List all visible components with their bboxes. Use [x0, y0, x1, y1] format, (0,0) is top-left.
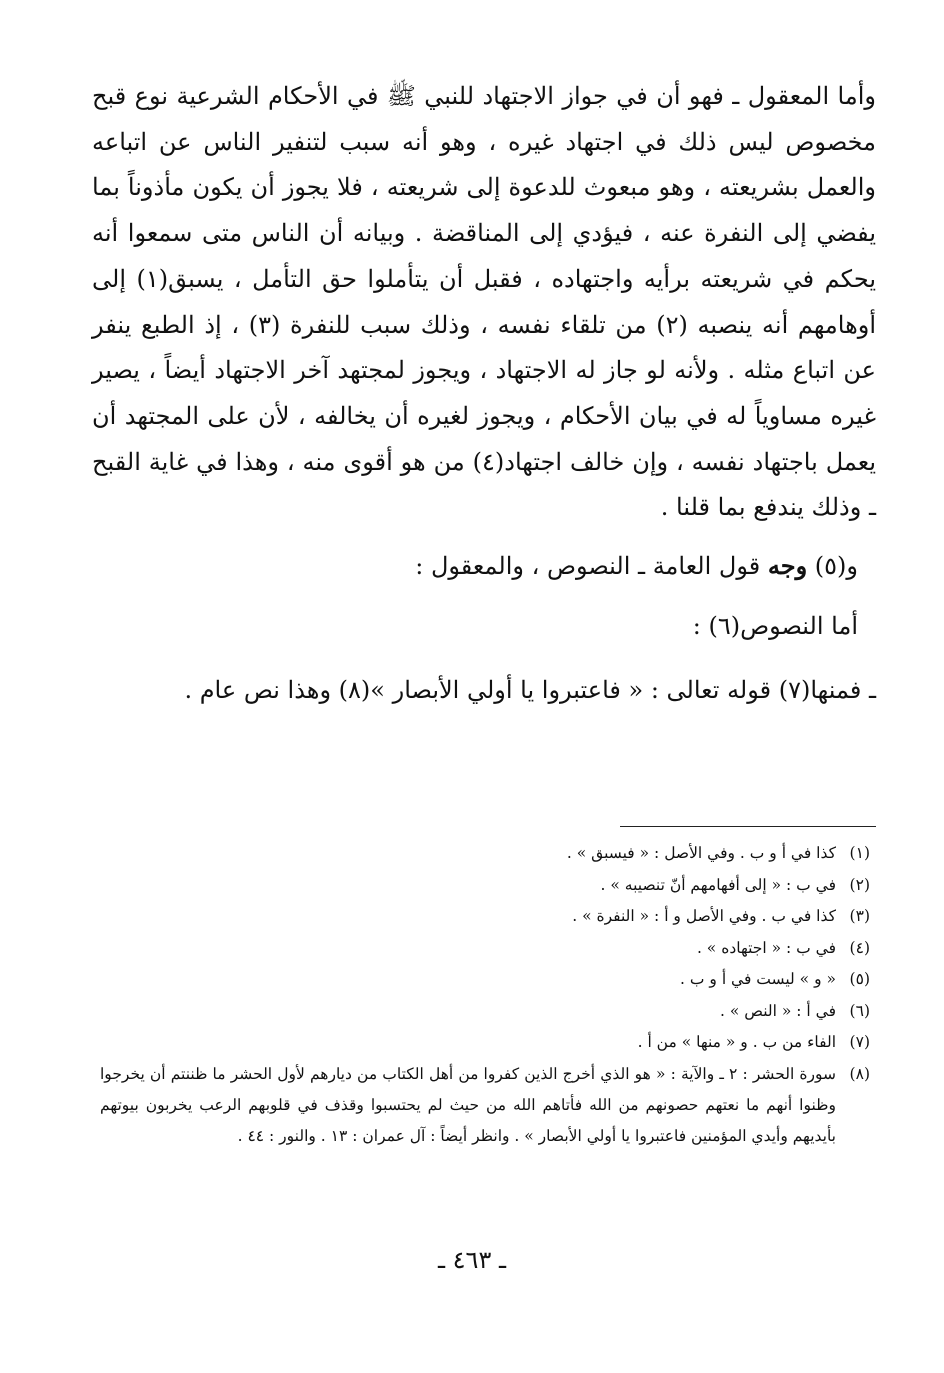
footnote-number: (٥) [849, 970, 870, 988]
footnote-text: في أ : « النص » . [719, 1001, 836, 1020]
paragraph-prefix: و(٥) [807, 552, 858, 581]
footnote-number: (٢) [849, 875, 870, 894]
footnote-separator [620, 826, 876, 827]
footnote-number: (٣) [849, 907, 870, 925]
footnote [100, 870, 870, 902]
footnote [100, 964, 870, 996]
paragraph-rest: قول العامة ـ النصوص ، والمعقول : [415, 552, 768, 581]
footnote-text: « و » ليست في أ و ب . [680, 970, 836, 988]
footnote-text: كذا في أ و ب . وفي الأصل : « فيسبق » . [566, 844, 836, 862]
bold-word: وجه [767, 551, 808, 581]
page-number: ـ ٤٦٣ ـ [437, 1246, 506, 1274]
footnote-text: في ب : « إلى أفهامهم أنّ تنصيبه » . [600, 875, 836, 894]
footnote [100, 838, 870, 870]
paragraph-rational-argument: وأما المعقول ـ فهو أن في جواز الاجتهاد للنبي ﷺ في الأحكام الشرعية نوع قبح مخصوص ليس ذلك في اجتهاد غيره ، وهو أنه سبب لتنفير الناس عن اتباعه والعمل بشريعته ، وهو مبعوث للدعوة إلى شريعته ، فلا يجوز أن يكون مأذوناً بما يفضي إلى النفرة عنه ، فيؤدي إلى المناقضة . وبيانه أن الناس متى سمعوا أنه يحكم في شريعته برأيه واجتهاده ، فقبل أن يتأملوا حق التأمل ، يسبق(١) إلى أوهامهم أنه ينصبه (٢) من تلقاء نفسه ، وذلك سبب للنفرة (٣) ، إذ الطبع ينفر عن اتباع مثله . ولأنه لو جاز له الاجتهاد ، ويجوز لمجتهد آخر الاجتهاد أيضاً ، يصير غيره مساوياً له في بيان الأحكام ، ويجوز لغيره أن يخالفه ، لأن على المجتهد أن يعمل باجتهاد نفسه ، وإن خالف اجتهاد(٤) من هو أقوى منه ، وهذا في غاية القبح ـ وذلك يندفع بما قلنا . [92, 82, 877, 522]
paragraph-texts-heading: أما النصوص(٦) : [692, 612, 858, 641]
footnote-number: (٨) [849, 1064, 870, 1083]
footnote-text: في ب : « اجتهاده » . [696, 938, 836, 957]
footnote-number: (٧) [849, 1033, 870, 1051]
footnote [100, 1027, 870, 1059]
footnote-number: (٦) [849, 1001, 870, 1020]
footnote-text: الفاء من ب . و « منها » من أ . [637, 1033, 836, 1051]
footnote [100, 996, 870, 1028]
footnote-text: سورة الحشر : ٢ ـ والآية : « هو الذي أخرج الذين كفروا من أهل الكتاب من ديارهم لأول الحشر ما ظننتم أن يخرجوا وظنوا أنهم ما نعتهم حصونهم من الله فأتاهم الله من حيث لم يحتسبوا وقذف في قلوبهم الرعب يخربون بيوتهم بأيديهم وأيدي المؤمنين فاعتبروا يا أولي الأبصار » . وانظر أيضاً : آل عمران : ١٣ . والنور : ٤٤ . [100, 1064, 836, 1145]
footnote-text: كذا في ب . وفي الأصل و أ : « النفرة » . [572, 907, 836, 925]
paragraph-first-text: ـ فمنها(٧) قوله تعالى : « فاعتبروا يا أولي الأبصار »(٨) وهذا نص عام . [184, 676, 876, 705]
paragraph-majority-view [92, 545, 876, 587]
footnote [100, 901, 870, 933]
footnote-number: (١) [849, 844, 870, 862]
main-text [92, 74, 876, 711]
footnotes [100, 838, 870, 1152]
footnote [100, 1059, 870, 1152]
footnote-number: (٤) [849, 938, 870, 957]
footnote [100, 933, 870, 965]
